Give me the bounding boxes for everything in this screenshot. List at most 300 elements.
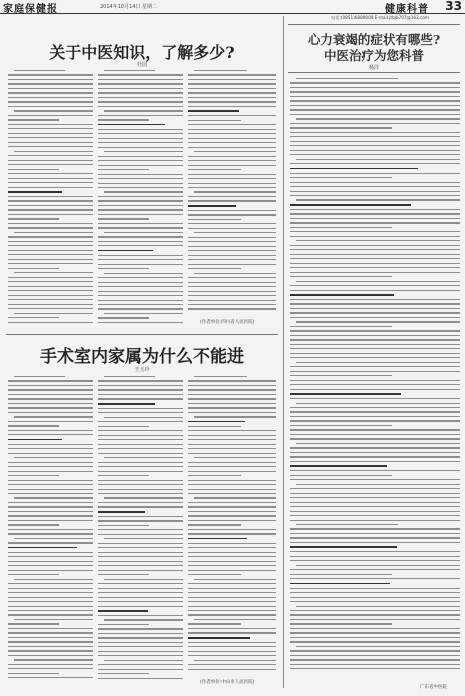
text-line (188, 632, 276, 633)
text-line (98, 322, 183, 323)
article1-byline: 杜园 (136, 62, 147, 68)
text-line (290, 222, 460, 223)
text-line (188, 439, 276, 440)
text-line (188, 511, 276, 512)
text-line (8, 398, 93, 399)
text-line (290, 601, 460, 602)
text-line (98, 129, 183, 130)
text-line (188, 83, 276, 84)
text-line (290, 182, 460, 183)
text-line (188, 101, 276, 102)
text-line (290, 254, 460, 255)
text-line (290, 574, 392, 575)
text-line (188, 628, 276, 629)
text-line (98, 516, 183, 517)
text-line (290, 317, 460, 318)
text-line (290, 105, 460, 106)
text-line (290, 515, 460, 516)
text-line (8, 97, 93, 98)
subheading-line (290, 465, 387, 467)
text-line (98, 462, 183, 463)
text-line (188, 380, 276, 381)
text-line (8, 263, 93, 264)
text-line (8, 650, 93, 651)
text-line (290, 470, 460, 471)
text-line (188, 187, 276, 188)
text-line (290, 326, 392, 327)
text-line (98, 169, 149, 170)
text-line (188, 520, 276, 521)
text-line (8, 295, 93, 296)
text-line (8, 484, 93, 485)
text-line (290, 556, 460, 557)
text-line (290, 659, 460, 660)
text-line (188, 407, 276, 408)
text-line (98, 561, 183, 562)
text-line (290, 389, 460, 390)
text-line (290, 353, 460, 354)
text-line (98, 606, 183, 607)
text-line (8, 106, 93, 107)
text-line (104, 232, 183, 233)
text-line (290, 339, 460, 340)
text-line (98, 588, 183, 589)
text-line (188, 466, 276, 467)
text-line (8, 205, 93, 206)
subheading-line (290, 168, 418, 170)
text-line (194, 273, 276, 274)
article-separator (6, 334, 278, 335)
text-line (290, 542, 460, 543)
text-line (98, 678, 183, 679)
text-line (296, 281, 460, 282)
text-line (8, 529, 93, 530)
text-line (290, 231, 460, 232)
text-line (98, 147, 183, 148)
text-line (296, 199, 460, 200)
text-line (188, 403, 276, 404)
text-line (14, 70, 65, 71)
text-line (8, 646, 93, 647)
text-line (8, 250, 93, 251)
text-line (8, 403, 93, 404)
text-line (290, 520, 460, 521)
text-line (290, 588, 460, 589)
text-line (8, 146, 93, 147)
text-line (290, 461, 460, 462)
text-line (14, 110, 93, 111)
article3-title-line1: 心力衰竭的症状有哪些? (307, 32, 441, 47)
text-line (8, 561, 93, 562)
text-line (98, 615, 183, 616)
text-line (104, 538, 183, 539)
text-line (188, 259, 276, 260)
text-line (194, 151, 276, 152)
article1-title: 关于中医知识，了解多少? (49, 43, 235, 62)
text-line (290, 87, 460, 88)
article3-title-line2: 中医治疗为您科普 (323, 48, 424, 63)
text-line (8, 480, 93, 481)
text-line (296, 78, 398, 79)
text-line (290, 456, 460, 457)
text-line (14, 313, 93, 314)
text-line (290, 420, 460, 421)
text-line (188, 533, 276, 534)
text-line (296, 565, 460, 566)
text-line (188, 475, 241, 476)
text-line (188, 664, 276, 665)
text-line (98, 380, 183, 381)
text-line (98, 259, 183, 260)
text-line (8, 317, 59, 318)
text-line (290, 416, 460, 417)
text-line (188, 543, 276, 544)
text-line (98, 394, 183, 395)
text-line (98, 133, 183, 134)
text-line (98, 570, 183, 571)
text-line (8, 227, 93, 228)
text-line (194, 497, 276, 498)
text-line (290, 384, 460, 385)
text-line (8, 155, 93, 156)
text-line (8, 623, 59, 624)
text-line (188, 462, 276, 463)
text-line (188, 124, 276, 125)
text-line (98, 448, 183, 449)
text-line (188, 210, 276, 211)
text-line (8, 304, 93, 305)
text-line (98, 633, 183, 634)
text-line (8, 241, 93, 242)
text-line (98, 236, 183, 237)
text-line (8, 506, 93, 507)
text-line (188, 444, 276, 445)
text-line (194, 191, 276, 192)
text-line (8, 160, 93, 161)
text-line (290, 303, 460, 304)
text-line (14, 619, 93, 620)
subheading-line (290, 204, 411, 206)
text-line (8, 133, 93, 134)
text-line (290, 163, 460, 164)
text-line (188, 291, 276, 292)
text-line (188, 304, 276, 305)
text-line (8, 475, 59, 476)
text-line (194, 376, 247, 377)
text-line (290, 407, 460, 408)
text-line (290, 619, 460, 620)
text-line (290, 91, 460, 92)
text-line (290, 592, 460, 593)
text-line (8, 124, 93, 125)
text-line (8, 520, 93, 521)
text-line (290, 227, 392, 228)
text-line (188, 129, 276, 130)
text-line (98, 525, 149, 526)
text-line (98, 506, 183, 507)
text-line (188, 156, 276, 157)
text-line (290, 276, 392, 277)
text-line (188, 614, 276, 615)
text-line (98, 574, 149, 575)
text-line (290, 551, 460, 552)
text-line (8, 677, 93, 678)
text-line (8, 380, 93, 381)
text-line (188, 250, 276, 251)
text-line (98, 489, 183, 490)
text-line (8, 421, 93, 422)
text-line (8, 471, 93, 472)
text-line (296, 484, 460, 485)
text-line (188, 565, 276, 566)
text-line (8, 502, 93, 503)
text-line (8, 434, 93, 435)
text-line (104, 457, 183, 458)
text-line (188, 138, 276, 139)
text-line (188, 529, 276, 530)
text-line (188, 610, 276, 611)
text-line (8, 583, 93, 584)
text-line (98, 453, 183, 454)
article3-body (290, 78, 460, 676)
text-line (98, 196, 183, 197)
text-line (98, 646, 183, 647)
text-line (188, 120, 241, 121)
text-line (98, 601, 183, 602)
text-line (8, 385, 93, 386)
text-line (290, 186, 460, 187)
text-line (188, 430, 276, 431)
subheading-line (98, 610, 148, 612)
text-line (98, 119, 149, 120)
text-line (104, 497, 183, 498)
text-line (8, 389, 93, 390)
text-line (194, 232, 276, 233)
subheading-line (188, 538, 247, 540)
text-line (290, 537, 460, 538)
text-line (188, 174, 276, 175)
text-line (8, 137, 93, 138)
text-line (290, 434, 460, 435)
text-line (98, 227, 183, 228)
text-line (290, 308, 460, 309)
subheading-line (290, 393, 401, 395)
text-line (188, 484, 276, 485)
text-line (8, 187, 93, 188)
text-line (14, 538, 93, 539)
text-line (188, 228, 276, 229)
text-line (8, 632, 93, 633)
text-line (290, 330, 460, 331)
text-line (290, 475, 392, 476)
text-line (290, 511, 460, 512)
text-line (8, 245, 93, 246)
text-line (98, 282, 183, 283)
article2-title: 手术室内家属为什么不能进 (40, 347, 244, 367)
text-line (98, 493, 183, 494)
text-line (98, 475, 149, 476)
text-line (98, 205, 183, 206)
text-line (290, 664, 460, 665)
text-line (98, 83, 183, 84)
text-line (290, 191, 460, 192)
text-line (98, 268, 149, 269)
subheading-line (8, 191, 62, 193)
text-line (188, 651, 276, 652)
text-line (98, 552, 183, 553)
text-line (8, 597, 93, 598)
section-title-left: 家庭保健报 (3, 4, 58, 15)
text-line (98, 214, 183, 215)
text-line (290, 411, 460, 412)
text-line (296, 321, 460, 322)
text-line (98, 439, 183, 440)
text-line (8, 214, 93, 215)
text-line (188, 606, 276, 607)
text-line (14, 497, 93, 498)
text-line (8, 524, 59, 525)
text-line (98, 88, 183, 89)
text-line (8, 92, 93, 93)
text-line (188, 623, 241, 624)
text-line (290, 366, 460, 367)
subheading-line (290, 546, 397, 548)
text-line (290, 213, 460, 214)
text-line (98, 156, 183, 157)
text-line (14, 232, 93, 233)
text-line (188, 480, 276, 481)
text-line (188, 246, 276, 247)
text-line (290, 177, 392, 178)
text-line (8, 119, 59, 120)
text-line (8, 614, 93, 615)
text-line (98, 385, 183, 386)
text-line (8, 268, 59, 269)
text-line (188, 165, 276, 166)
text-line (290, 109, 460, 110)
text-line (8, 169, 59, 170)
text-line (290, 452, 460, 453)
article2-column-3 (188, 376, 276, 676)
text-line (290, 96, 460, 97)
text-line (290, 623, 392, 624)
text-line (8, 552, 93, 553)
article1-column-2 (98, 70, 183, 328)
text-line (290, 249, 460, 250)
text-line (188, 133, 276, 134)
text-line (98, 529, 183, 530)
text-line (188, 79, 276, 80)
text-line (188, 214, 276, 215)
text-line (8, 430, 93, 431)
text-line (290, 258, 460, 259)
text-line (188, 74, 276, 75)
text-line (98, 484, 183, 485)
text-line (8, 570, 93, 571)
article3-top-rule (288, 24, 460, 25)
text-line (188, 115, 276, 116)
article3-footer: 广东省中医院 (420, 685, 447, 690)
text-line (290, 150, 460, 151)
text-line (194, 457, 276, 458)
text-line (8, 223, 93, 224)
text-line (188, 583, 276, 584)
text-line (98, 592, 183, 593)
text-line (188, 515, 276, 516)
text-line (8, 592, 93, 593)
text-line (290, 348, 460, 349)
text-line (290, 569, 460, 570)
text-line (98, 466, 183, 467)
text-line (98, 597, 183, 598)
text-line (290, 263, 460, 264)
text-line (188, 237, 276, 238)
text-line (8, 277, 93, 278)
subheading-line (98, 250, 153, 252)
text-line (8, 394, 93, 395)
text-line (188, 255, 276, 256)
text-line (188, 453, 276, 454)
text-line (188, 471, 276, 472)
text-line (188, 588, 276, 589)
text-line (8, 511, 93, 512)
text-line (290, 438, 460, 439)
text-line (188, 142, 276, 143)
text-line (8, 115, 93, 116)
text-line (8, 655, 93, 656)
text-line (104, 110, 183, 111)
text-line (98, 317, 149, 318)
text-line (8, 515, 93, 516)
text-line (98, 106, 183, 107)
text-line (8, 588, 93, 589)
text-line (188, 448, 276, 449)
text-line (98, 534, 183, 535)
text-line (290, 290, 460, 291)
text-line (188, 394, 276, 395)
text-line (98, 264, 183, 265)
text-line (8, 533, 93, 534)
text-line (188, 178, 276, 179)
text-line (290, 82, 460, 83)
article3-byline: 杨洋 (368, 65, 379, 71)
text-line (98, 277, 183, 278)
text-line (296, 403, 460, 404)
text-line (98, 74, 183, 75)
text-line (8, 664, 93, 665)
text-line (104, 660, 183, 661)
text-line (188, 502, 276, 503)
subheading-line (188, 205, 236, 207)
text-line (290, 236, 460, 237)
text-line (290, 299, 460, 300)
article2-column-2 (98, 376, 183, 686)
text-line (8, 412, 93, 413)
text-line (296, 159, 460, 160)
text-line (8, 462, 93, 463)
text-line (290, 357, 460, 358)
text-line (98, 651, 183, 652)
text-line (8, 79, 93, 80)
text-line (188, 506, 276, 507)
text-line (98, 556, 183, 557)
text-line (14, 579, 93, 580)
text-line (188, 219, 241, 220)
text-line (290, 267, 460, 268)
text-line (188, 223, 276, 224)
text-line (104, 313, 183, 314)
text-line (8, 101, 93, 102)
